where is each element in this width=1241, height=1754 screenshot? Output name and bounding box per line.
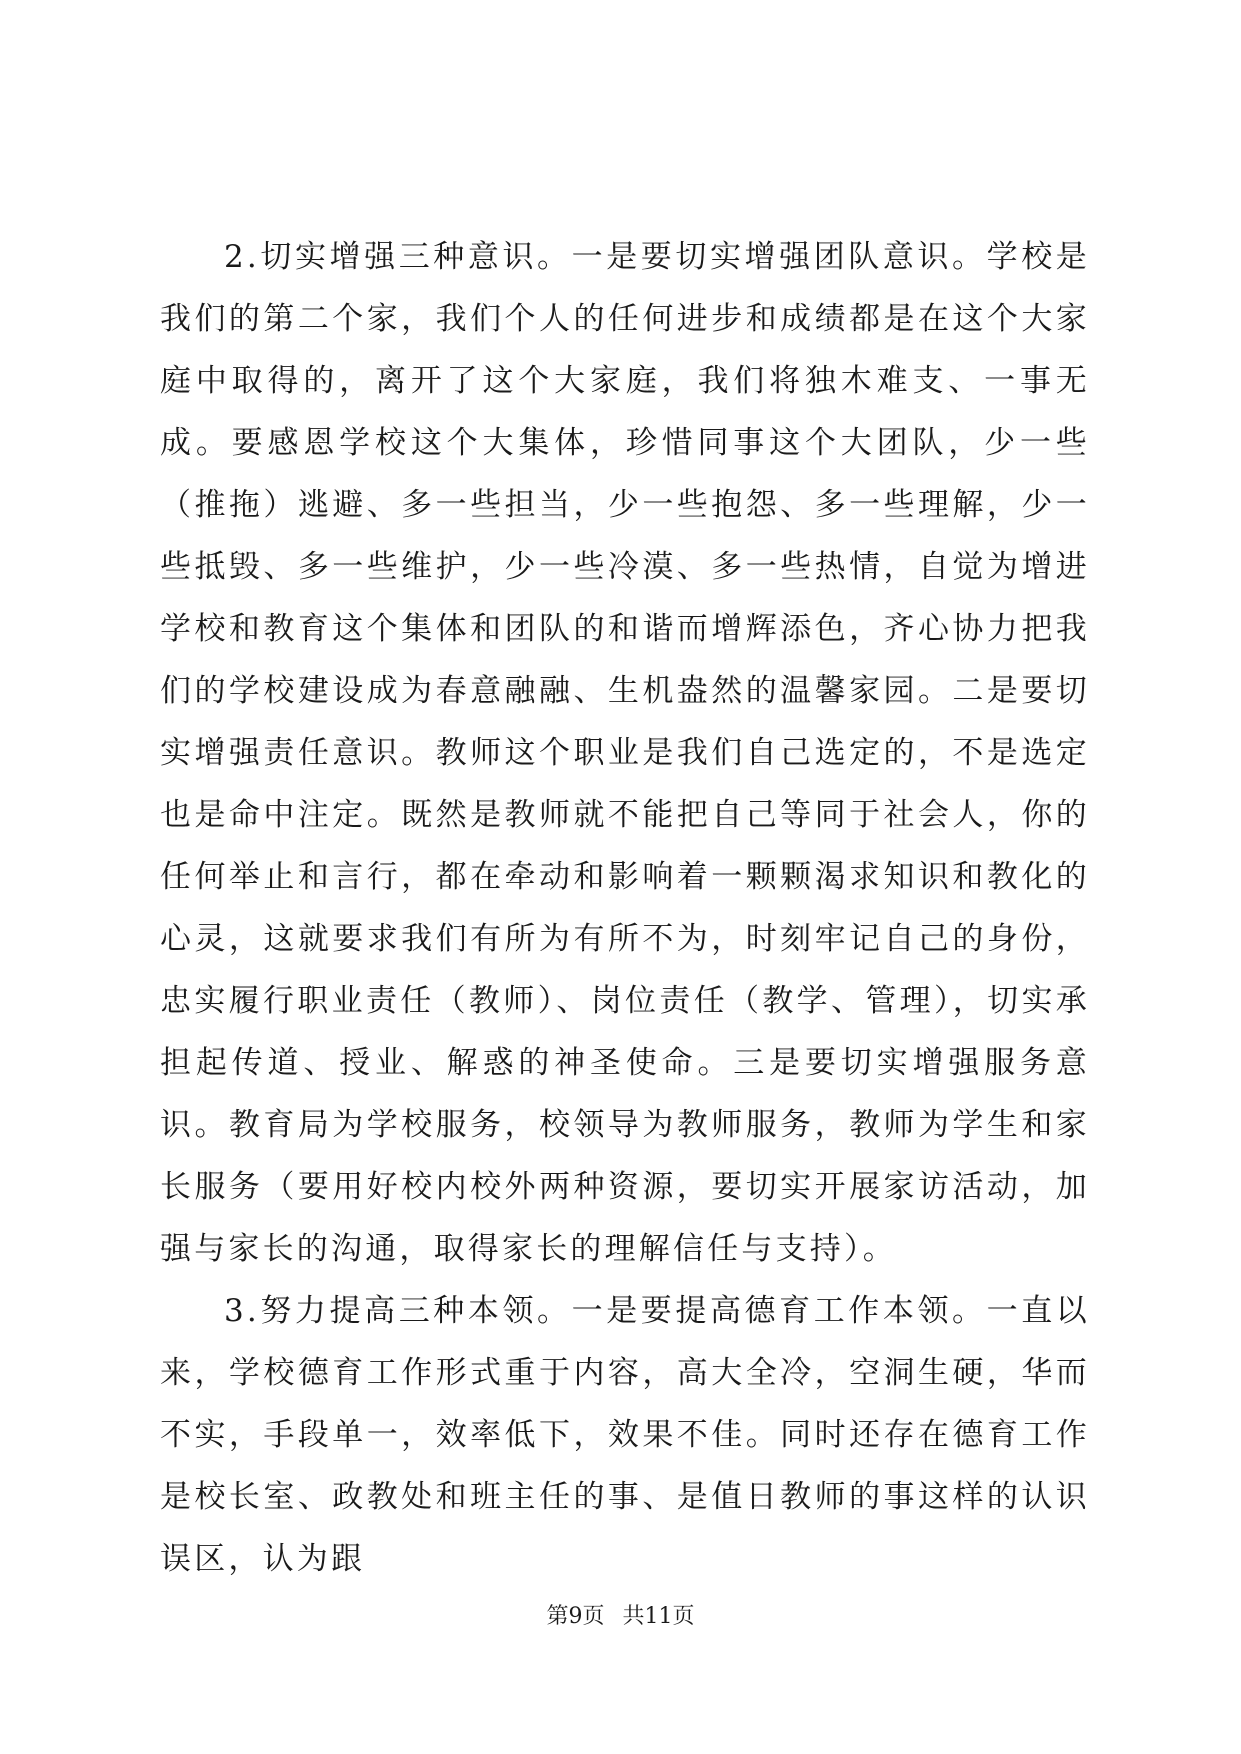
- document-body: [160, 226, 1090, 1590]
- page-footer: [0, 1602, 1241, 1632]
- page-total: 共11页: [622, 1604, 695, 1629]
- paragraph-skills: 3.努力提高三种本领。一是要提高德育工作本领。一直以来，学校德育工作形式重于内容，高大全冷，空洞生硬，华而不实，手段单一，效率低下，效果不佳。同时还存在德育工作是校长室、政教处和班主任的事、是值日教师的事这样的认识误区，认为跟: [160, 1293, 1090, 1577]
- paragraph-awareness: 2.切实增强三种意识。一是要切实增强团队意识。学校是我们的第二个家，我们个人的任何进步和成绩都是在这个大家庭中取得的，离开了这个大家庭，我们将独木难支、一事无成。要感恩学校这个大集体，珍惜同事这个大团队，少一些（推拖）逃避、多一些担当，少一些抱怨、多一些理解，少一些抵毁、多一些维护，少一些冷漠、多一些热情，自觉为增进学校和教育这个集体和团队的和谐而增辉添色，齐心协力把我们的学校建设成为春意融融、生机盎然的温馨家园。二是要切实增强责任意识。教师这个职业是我们自己选定的，不是选定也是命中注定。既然是教师就不能把自己等同于社会人，你的任何举止和言行，都在牵动和影响着一颗颗渴求知识和教化的心灵，这就要求我们有所为有所不为，时刻牢记自己的身份，忠实履行职业责任（教师）、岗位责任（教学、管理），切实承担起传道、授业、解惑的神圣使命。三是要切实增强服务意识。教育局为学校服务，校领导为教师服务，教师为学生和家长服务（要用好校内校外两种资源，要切实开展家访活动，加强与家长的沟通，取得家长的理解信任与支持）。: [160, 239, 1090, 1267]
- page-number: 第9页: [546, 1604, 605, 1629]
